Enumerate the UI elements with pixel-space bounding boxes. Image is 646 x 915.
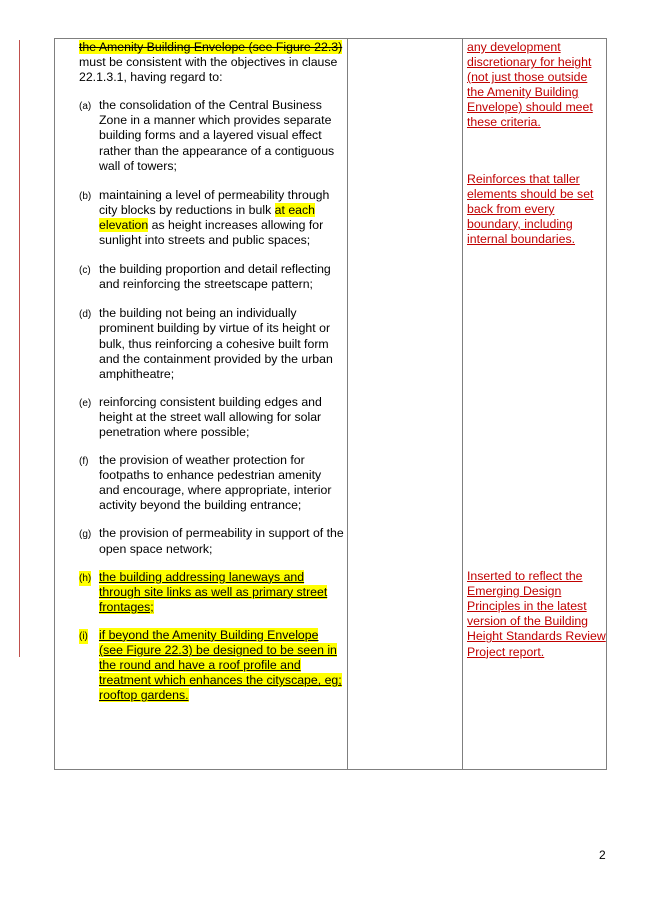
column-divider [347, 39, 348, 769]
list-item-h: (h) the building addressing laneways and through site links as well as primary street frontages; [79, 569, 328, 614]
column-divider [462, 39, 463, 769]
list-item-c: (c) the building proportion and detail reflecting and reinforcing the streetscape pattern; [79, 262, 331, 292]
list-item-b: (b) maintaining a level of permeability through city blocks by reductions in bulk at each elevation as height increases allowing for sunlight into streets and public spaces; [79, 187, 330, 248]
list-item-a: (a) the consolidation of the Central Business Zone in a manner which provides separate building forms and a layered visual effect rather than the appearance of a contiguous wall of towers; [79, 98, 335, 173]
highlighted-insertion: the building addressing laneways and through site links as well as primary street frontages; [99, 569, 328, 614]
list-item-d: (d) the building not being an individually prominent building by virtue of its height or bulk, thus reinforcing a cohesive built form and the containment provided by the urban amphitheatre; [79, 306, 333, 381]
comment-note: any development discretionary for height (not just those outside the Amenity Building Envelope) should meet these criteria. [467, 40, 593, 130]
list-item-g: (g) the provision of permeability in support of the open space network; [79, 526, 344, 556]
clause-text-column [79, 40, 344, 703]
struck-envelope-reference: the Amenity Building Envelope (see Figure 22.3) [79, 40, 343, 54]
change-bar [19, 40, 20, 657]
intro-paragraph: the Amenity Building Envelope (see Figure 22.3) must be consistent with the objectives in clause 22.1.3.1, having regard to: [79, 40, 343, 85]
list-item-e: (e) reinforcing consistent building edges and height at the street wall allowing for solar penetration where possible; [79, 394, 322, 439]
list-item-i: (i) if beyond the Amenity Building Envelope (see Figure 22.3) be designed to be seen in the round and have a roof profile and treatment which enhances the cityscape, eg; rooftop gardens. [79, 627, 342, 703]
comment-note: Reinforces that taller elements should be set back from every boundary, including internal boundaries. [467, 171, 594, 246]
highlighted-insertion: at each elevation [99, 202, 315, 232]
highlighted-insertion: if beyond the Amenity Building Envelope (see Figure 22.3) be designed to be seen in the round and have a roof profile and treatment which enhances the cityscape, eg; rooftop gardens. [99, 627, 342, 703]
comment-note: Inserted to reflect the Emerging Design Principles in the latest version of the Building Height Standards Review Project report. [467, 569, 606, 659]
comparison-table [54, 38, 607, 770]
list-item-f: (f) the provision of weather protection for footpaths to enhance pedestrian amenity and encourage, where appropriate, interior activity beyond the building entrance; [79, 453, 332, 513]
page-number: 2 [599, 848, 606, 862]
comments-column [467, 40, 607, 660]
